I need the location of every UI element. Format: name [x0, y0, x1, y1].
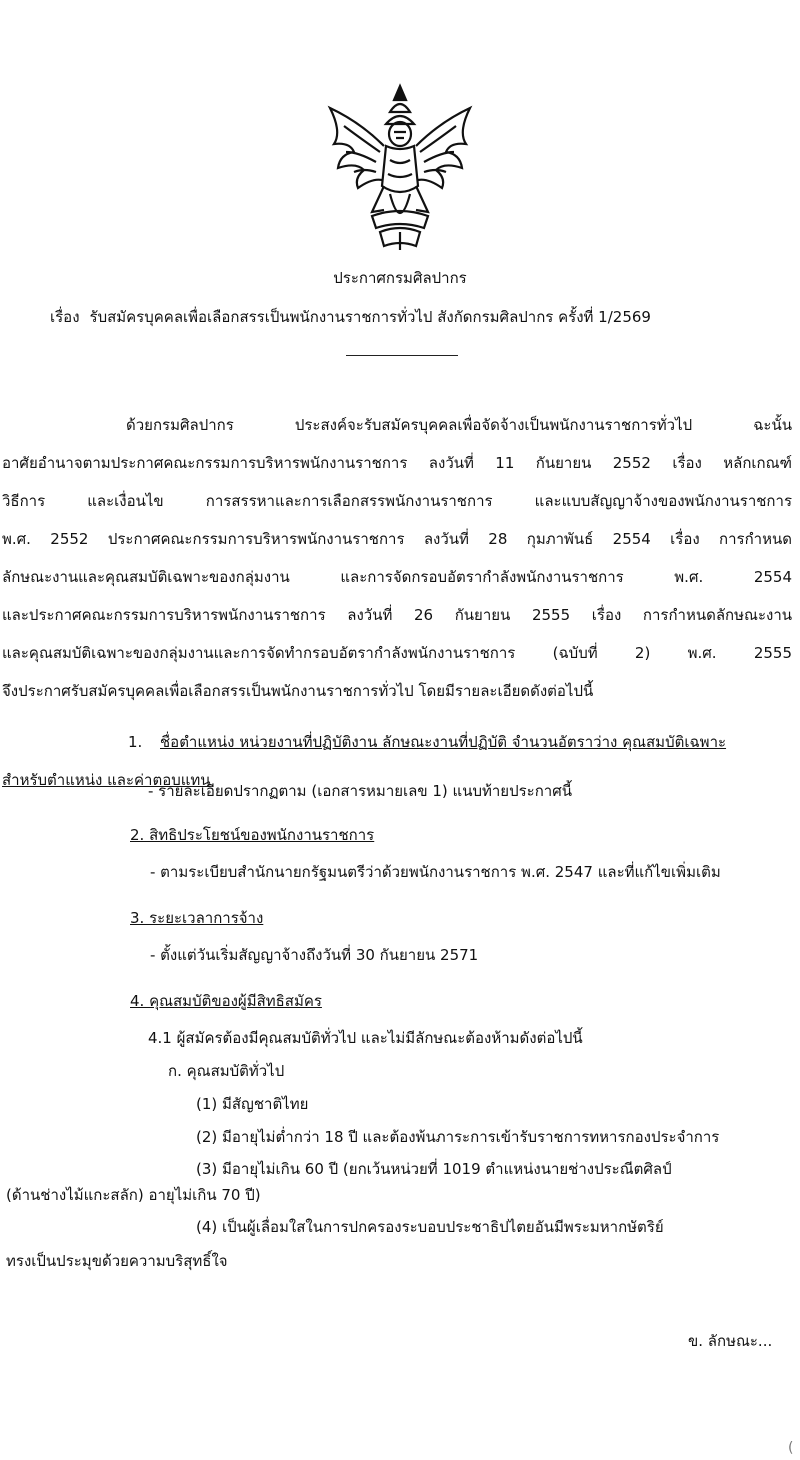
intro-line: ลักษณะงานและคุณสมบัติเฉพาะของกลุ่มงาน และการจัดกรอบอัตรากำลังพนักงานราชการ พ.ศ. 2554: [2, 568, 792, 586]
intro-line: วิธีการ และเงื่อนไข การสรรหาและการเลือกสรรพนักงานราชการ และแบบสัญญาจ้างของพนักงานราชการ: [2, 492, 792, 510]
section2-heading: 2. สิทธิประโยชน์ของพนักงานราชการ: [130, 826, 375, 844]
section2-detail: - ตามระเบียบสำนักนายกรัฐมนตรีว่าด้วยพนักงานราชการ พ.ศ. 2547 และที่แก้ไขเพิ่มเติม: [150, 863, 721, 881]
continuation-marker: ข. ลักษณะ...: [688, 1332, 773, 1350]
section1-number: 1.: [128, 733, 143, 751]
section1-detail: - รายละเอียดปรากฏตาม (เอกสารหมายเลข 1) แนบท้ายประกาศนี้: [148, 782, 572, 800]
qualification-item-2: (2) มีอายุไม่ต่ำกว่า 18 ปี และต้องพ้นภาระการเข้ารับราชการทหารกองประจำการ: [196, 1128, 720, 1146]
intro-line: จึงประกาศรับสมัครบุคคลเพื่อเลือกสรรเป็นพนักงานราชการทั่วไป โดยมีรายละเอียดดังต่อไปนี้: [2, 682, 594, 700]
qualification-item-4-line1: (4) เป็นผู้เลื่อมใสในการปกครองระบอบประชาธิปไตยอันมีพระมหากษัตริย์: [196, 1218, 664, 1236]
announcement-title: ประกาศกรมศิลปากร: [333, 269, 467, 287]
section3-heading: 3. ระยะเวลาการจ้าง: [130, 909, 264, 927]
section3-detail: - ตั้งแต่วันเริ่มสัญญาจ้างถึงวันที่ 30 กันยายน 2571: [150, 946, 479, 964]
qualification-item-1: (1) มีสัญชาติไทย: [196, 1095, 309, 1113]
section1-heading-line2: สำหรับตำแหน่ง และค่าตอบแทน: [2, 771, 211, 789]
intro-paragraph: [2, 406, 792, 710]
intro-line: ด้วยกรมศิลปากร ประสงค์จะรับสมัครบุคคลเพื่อจัดจ้างเป็นพนักงานราชการทั่วไป ฉะนั้น: [126, 416, 792, 434]
subject-label: เรื่อง: [50, 308, 80, 326]
announcement-subject: [20, 305, 800, 329]
intro-line: และประกาศคณะกรรมการบริหารพนักงานราชการ ลงวันที่ 26 กันยายน 2555 เรื่อง การกำหนดลักษณะงาน: [2, 606, 792, 624]
intro-line: พ.ศ. 2552 ประกาศคณะกรรมการบริหารพนักงานราชการ ลงวันที่ 28 กุมภาพันธ์ 2554 เรื่อง การกำหนด: [2, 530, 792, 548]
section4-general-qualifications: ก. คุณสมบัติทั่วไป: [168, 1062, 285, 1080]
garuda-emblem: [320, 82, 480, 252]
section1-heading-line1: ชื่อตำแหน่ง หน่วยงานที่ปฏิบัติงาน ลักษณะงานที่ปฏิบัติ จำนวนอัตราว่าง คุณสมบัติเฉพาะ: [160, 733, 727, 751]
section4-heading: 4. คุณสมบัติของผู้มีสิทธิสมัคร: [130, 992, 322, 1010]
section4-subsection-4-1: 4.1 ผู้สมัครต้องมีคุณสมบัติทั่วไป และไม่มีลักษณะต้องห้ามดังต่อไปนี้: [148, 1029, 583, 1047]
qualification-item-3-line2: (ด้านช่างไม้แกะสลัก) อายุไม่เกิน 70 ปี): [6, 1186, 261, 1204]
qualification-item-3-line1: (3) มีอายุไม่เกิน 60 ปี (ยกเว้นหน่วยที่ 1019 ตำแหน่งนายช่างประณีตศิลป์: [196, 1160, 672, 1178]
subject-text: รับสมัครบุคคลเพื่อเลือกสรรเป็นพนักงานราชการทั่วไป สังกัดกรมศิลปากร ครั้งที่ 1/2569: [89, 308, 651, 326]
intro-line: และคุณสมบัติเฉพาะของกลุ่มงานและการจัดทำกรอบอัตรากำลังพนักงานราชการ (ฉบับที่ 2) พ.ศ. 2555: [2, 644, 792, 662]
intro-line: อาศัยอำนาจตามประกาศคณะกรรมการบริหารพนักงานราชการ ลงวันที่ 11 กันยายน 2552 เรื่อง หลักเกณฑ์: [2, 454, 792, 472]
page-edge-mark: (: [788, 1440, 794, 1456]
qualification-item-4-line2: ทรงเป็นประมุขด้วยความบริสุทธิ์ใจ: [6, 1252, 228, 1270]
title-divider: [346, 355, 458, 356]
